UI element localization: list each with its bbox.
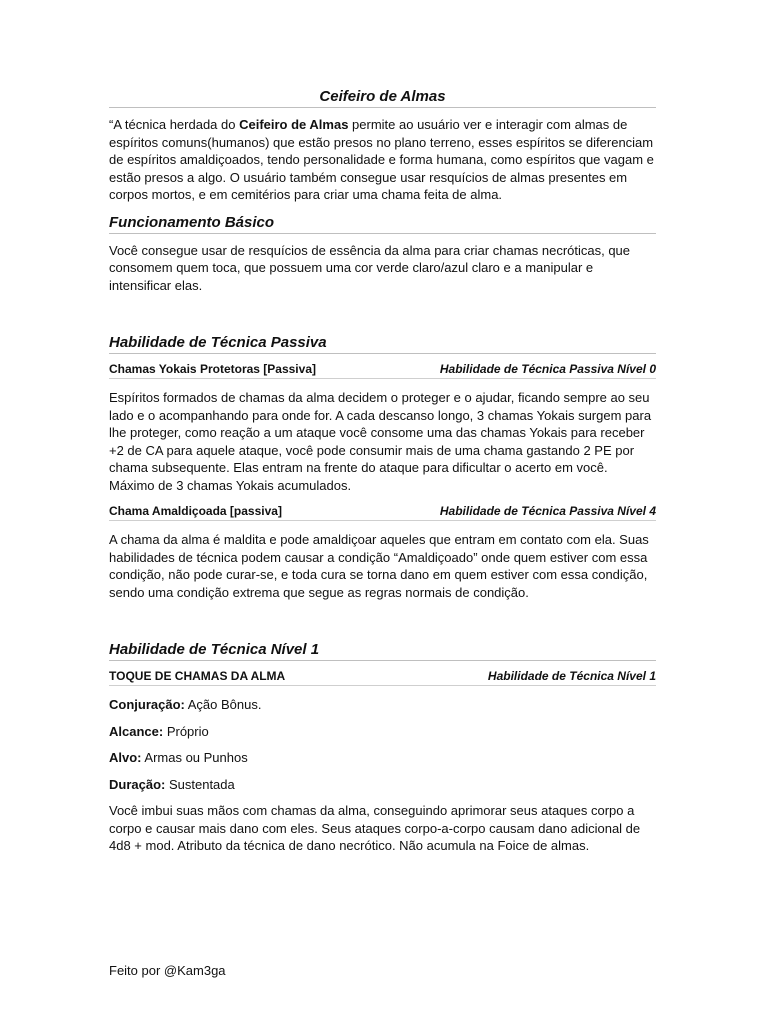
ability-header-chamas-yokais [109, 362, 656, 379]
ability-name: Chamas Yokais Protetoras [Passiva] [109, 362, 316, 376]
field-conjuracao [109, 696, 656, 714]
ability-header-toque-de-chamas [109, 669, 656, 686]
field-alvo [109, 749, 656, 767]
intro-text-end: permite ao usuário ver e interagir com almas de espíritos comuns(humanos) que estão presos no plano terreno, esses espíritos se diferenciam de espíritos amaldiçoados, tendo personalidade e forma humana, como espíritos que vagam e estão presos a algo. O usuário também consegue usar resquícios de almas presentes em corpos mortos, e em cemitérios para criar uma chama feita de alma. [109, 117, 654, 202]
field-duracao [109, 776, 656, 794]
ability-description: Você imbui suas mãos com chamas da alma, conseguindo aprimorar seus ataques corpo a corpo e causar mais dano com eles. Seus ataques corpo-a-corpo causam dano adicional de 4d8 + mod. Atributo da técnica de dano necrótico. Não acumula na Foice de almas. [109, 803, 641, 853]
ability-name: TOQUE DE CHAMAS DA ALMA [109, 669, 286, 683]
ability-description: A chama da alma é maldita e pode amaldiçoar aqueles que entram em contato com ela. Suas habilidades de técnica podem causar a condição “Amaldiçoado” onde quem estiver com essa condição, não pode curar-se, e toda cura se torna dano em quem estiver com essa condição, sendo uma condição extrema que segue as regras normais de condição. [109, 532, 649, 600]
field-value: Ação Bônus. [184, 697, 262, 712]
ability-description: Espíritos formados de chamas da alma decidem o proteger e o ajudar, ficando sempre ao seu lado e o acompanhando para onde for. A cada descanso longo, 3 chamas Yokais surgem para lhe proteger, como reação a um ataque você consome uma das chamas Yokais para receber +2 de CA para aquele ataque, você pode consumir mais de uma chama gastando 2 PE por chama subsequente. Elas entram na frente do ataque para dificultar o acerto em você. Máximo de 3 chamas Yokais acumulados. [109, 390, 652, 493]
ability-header-chama-amaldicoada [109, 504, 656, 521]
passive-heading: Habilidade de Técnica Passiva [109, 334, 656, 354]
field-key: Alcance: [109, 723, 164, 739]
field-value: Sustentada [165, 776, 235, 792]
basic-paragraph: Você consegue usar de resquícios de essência da alma para criar chamas necróticas, que consomem quem toca, que possuem uma cor verde claro/azul claro e a manipular e intensificar elas. [109, 242, 631, 293]
ability-level: Habilidade de Técnica Nível 1 [487, 669, 656, 683]
intro-technique-name: Ceifeiro de Almas [239, 117, 349, 132]
ability-level: Habilidade de Técnica Passiva Nível 0 [439, 362, 656, 376]
intro-paragraph [109, 116, 656, 204]
basic-heading: Funcionamento Básico [109, 214, 656, 234]
ability-name: Chama Amaldiçoada [passiva] [109, 504, 282, 518]
document-title: Ceifeiro de Almas [109, 88, 656, 108]
field-value: Armas ou Punhos [141, 750, 248, 765]
document-page [109, 84, 656, 865]
level1-heading: Habilidade de Técnica Nível 1 [109, 641, 656, 661]
ability-level: Habilidade de Técnica Passiva Nível 4 [439, 504, 656, 518]
field-key: Duração: [109, 776, 166, 792]
footer-credit: Feito por @Kam3ga [109, 963, 226, 978]
field-key: Conjuração: [109, 697, 185, 712]
field-alcance [109, 723, 656, 741]
field-value: Próprio [163, 723, 209, 739]
field-key: Alvo: [109, 750, 142, 765]
intro-text-start: “A técnica herdada do [109, 117, 240, 132]
